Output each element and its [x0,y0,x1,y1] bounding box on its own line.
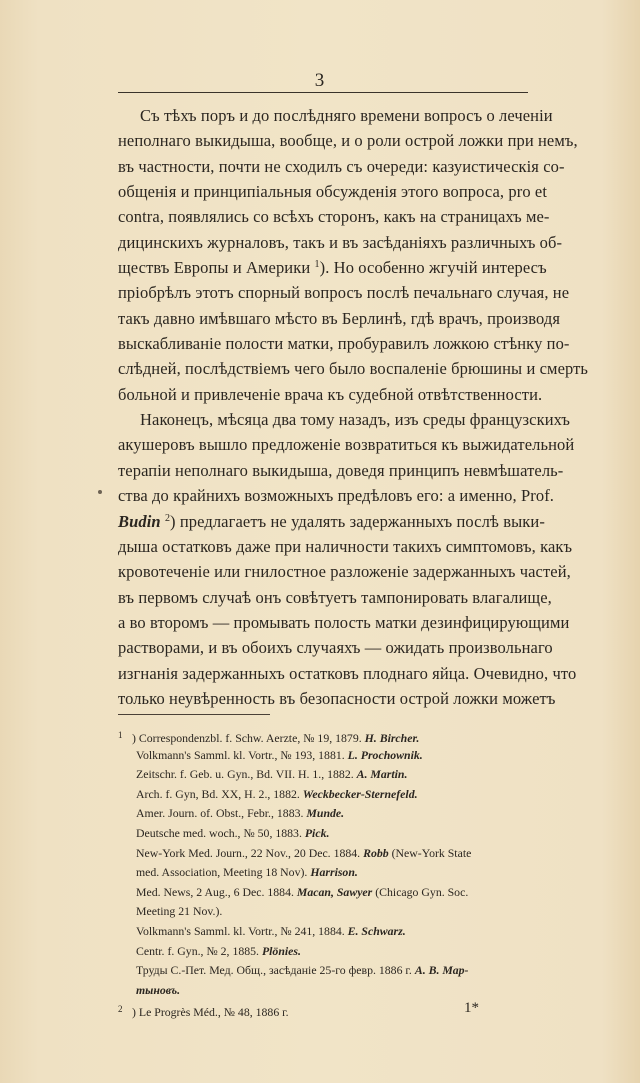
footnote-marker: 2 [118,1004,123,1015]
text-line [118,635,553,660]
footnotes [118,726,538,1020]
margin-dot [98,490,102,494]
footnote-author: L. Prochownik. [347,747,423,762]
footnote-text: Centr. f. Gyn., № 2, 1885. [136,943,262,958]
text-line-content: растворами, и въ обоихъ случаяхъ — ожидать произвольнаго [118,638,553,658]
footnote-ref: 1 [314,259,320,271]
footnote-author: Harrison. [310,865,358,880]
footnote-line [118,765,538,785]
text-line [118,255,547,280]
footnote-text: Med. News, 2 Aug., 6 Dec. 1884. [136,884,297,899]
text-line [118,585,552,610]
text-line [118,382,543,407]
footnote-text: ) Correspondenzbl. f. Schw. Aerzte, № 19, 1879. [132,731,365,745]
text-line [118,331,570,356]
footnote-line [118,981,538,1001]
footnote-line [118,804,538,824]
footnote-author: А. В. Мар- [414,963,469,978]
footnote-line [118,785,538,805]
footnote-author: Robb [363,845,389,860]
text-line [118,483,555,508]
text-line [118,559,571,584]
text-line [118,458,564,483]
text-line [118,204,550,229]
footnote-author: Macan, Sawyer [296,884,373,899]
footnote-text: Zeitschr. f. Geb. u. Gyn., Bd. VII. H. 1., 1882. [136,767,357,782]
text-line-content: такъ давно имѣвшаго мѣсто въ Берлинѣ, гдѣ врачъ, производя [118,308,561,328]
text-line [118,432,575,457]
footnote-text: med. Association, Meeting 18 Nov). [136,865,311,880]
footnote-author: Plönies. [261,943,301,958]
footnote-text: Meeting 21 Nov.). [136,904,223,919]
footnote-text: ) Le Progrès Méd., № 48, 1886 г. [132,1005,289,1020]
text-line [118,661,577,686]
text-line-content: а во второмъ — промывать полость матки дезинфицирующими [118,612,570,632]
page-number: 3 [314,70,326,91]
footnote-marker: 1 [118,730,123,740]
footnote-rule [118,714,270,715]
footnote-author: E. Schwarz. [347,923,406,938]
footnote-author: Weckbecker-Sternefeld. [302,786,418,801]
footnote-author: тыновъ. [136,982,181,997]
footnote-text: Amer. Journ. of. Obst., Febr., 1883. [136,806,307,821]
footnote-author: A. Martin. [356,767,408,782]
header-rule [118,92,528,93]
text-line-content: ществъ Европы и Америки [118,258,311,278]
text-line-content: въ первомъ случаѣ онъ совѣтуетъ тампонировать влагалище, [118,587,552,607]
footnote-text: (Chicago Gyn. Soc. [372,884,469,899]
text-line-content: только неувѣренность въ безопасности острой ложки можетъ [118,688,556,708]
footnote-line [118,961,538,981]
text-line-content: Съ тѣхъ поръ и до послѣдняго времени вопросъ о леченіи [140,106,553,125]
text-line [118,686,556,711]
footnote-line [118,726,538,746]
text-line [118,356,589,381]
text-line-content: кровотеченіе или гнилостное разложеніе задержанныхъ частей, [118,562,571,582]
text-line-content: неполнаго выкидыша, вообще, и о роли острой ложки при немъ, [118,131,578,151]
text-line [118,179,548,204]
footnote-line [118,942,538,962]
text-line-content: терапіи неполнаго выкидыша, доведя принципъ невмѣшатель- [118,460,564,480]
footnote-text: New-York Med. Journ., 22 Nov., 20 Dec. 1884. [136,845,364,860]
text-line-content: общенія и принципіальныя обсужденія этого вопроса, pro et [118,182,548,202]
footnote-author: Pick. [304,825,330,840]
text-line-content: дицинскихъ журналовъ, такъ и въ засѣданіяхъ различныхъ об- [118,232,563,252]
text-line-content: contra, появлялись со всѣхъ сторонъ, какъ на страницахъ ме- [118,207,550,227]
footnote-line [118,883,538,903]
text-line-content: ) предлагаетъ не удалять задержанныхъ послѣ выки- [170,511,545,531]
footnote-text: (New-York State [388,845,472,860]
footnote-text: Volkmann's Samml. kl. Vortr., № 193, 1881. [136,747,348,762]
text-line [118,230,563,255]
text-line-content: изгнанія задержанныхъ остатковъ плоднаго яйца. Очевидно, что [118,663,577,683]
text-line-content: выскабливаніе полости матки, пробуравилъ ложкою стѣнку по- [118,334,570,354]
footnote-line [118,746,538,766]
text-line-content: дыша остатковъ даже при наличности такихъ симптомовъ, какъ [118,536,573,556]
footnote-line [118,844,538,864]
footnote-line [118,902,538,922]
main-text [118,103,589,711]
text-line-content: слѣдней, послѣдствіемъ чего было воспаленіе брюшины и смерть [118,359,589,379]
text-line [118,280,570,305]
text-line [118,610,570,635]
footnote-line [118,863,538,883]
footnote-line [118,922,538,942]
text-line-content: ). Но особенно жгучій интересъ [319,258,547,278]
text-line-content: больной и привлеченіе врача къ судебной отвѣтственности. [118,384,543,404]
footnote-author: H. Bircher. [364,731,420,745]
footnote-line [118,824,538,844]
text-line [118,154,565,179]
footnote-text: Труды С.-Пет. Мед. Общ., засѣданіе 25-го февр. 1886 г. [136,963,415,978]
footnote-author: Munde. [306,806,345,821]
footnote-text: Volkmann's Samml. kl. Vortr., № 241, 1884. [136,923,348,938]
signature-mark: 1* [464,1000,479,1016]
text-line-content: Наконецъ, мѣсяца два тому назадъ, изъ среды французскихъ [140,410,570,430]
text-line-content: ства до крайнихъ возможныхъ предѣловъ его: а именно, Prof. [118,486,555,506]
text-line [118,103,553,128]
text-line [118,509,545,534]
footnote-text: Deutsche med. woch., № 50, 1883. [136,825,305,840]
text-line [118,534,573,559]
text-line [118,407,570,432]
author-name: Budin [118,511,161,531]
text-line [118,306,561,331]
text-line-content: акушеровъ вышло предложеніе возвратиться къ выжидательной [118,435,575,455]
text-line [118,128,578,153]
text-line-content: пріобрѣлъ этотъ спорный вопросъ послѣ печальнаго случая, не [118,283,570,303]
footnote-text: Arch. f. Gyn, Bd. XX, H. 2., 1882. [136,786,303,801]
text-line-content: въ частности, почти не сходилъ съ очереди: казуистическія со- [118,156,565,176]
footnote-ref: 2 [164,512,171,524]
